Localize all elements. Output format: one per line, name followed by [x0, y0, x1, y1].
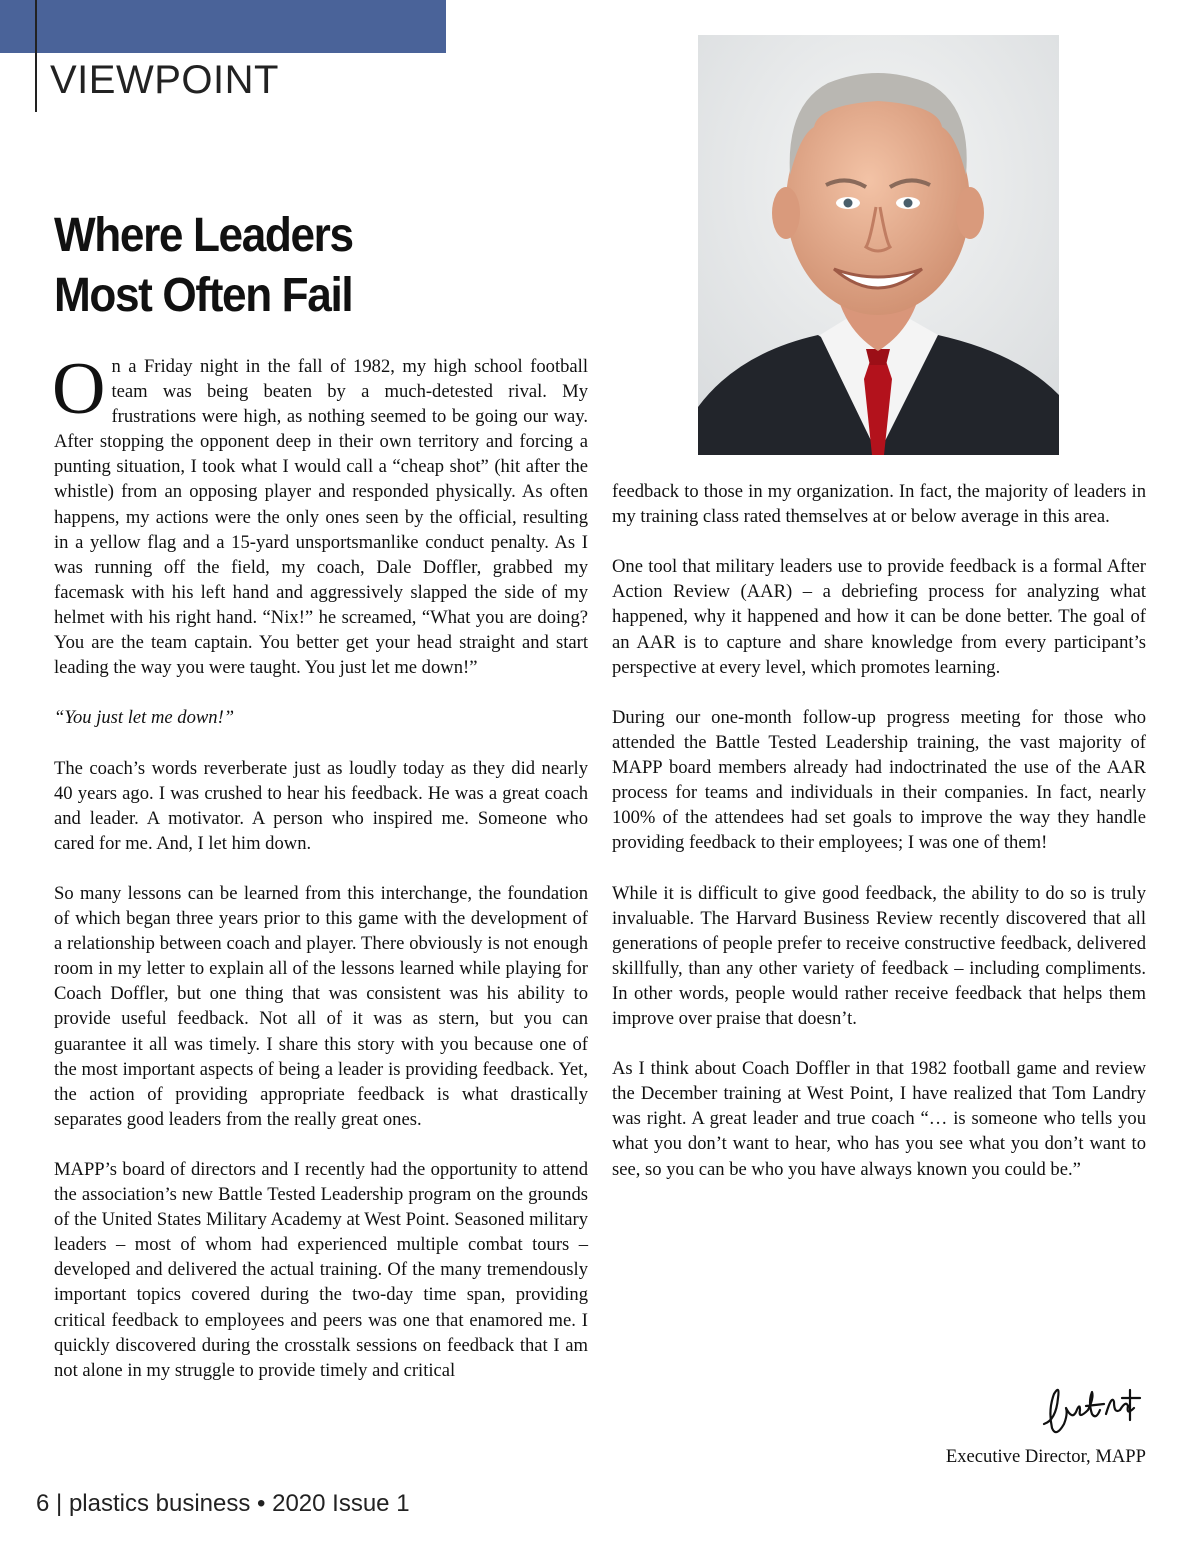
- paragraph-opening: [52, 348, 588, 680]
- title-line-1: Where Leaders: [54, 209, 353, 262]
- header-accent-bar: [0, 0, 446, 53]
- paragraph: MAPP’s board of directors and I recently had the opportunity to attend the association’s new Battle Tested Leadership program on the grounds of the United States Military Academy at West Point. Seasoned military leaders – most of whom had experienced multiple combat tours – developed and delivered the actual training. Of the many tremendously important topics covered during the two-day time span, providing critical feedback to employees and peers was one that enamored me. I quickly discovered during the crosstalk sessions on feedback that I am not alone in my struggle to provide timely and critical: [54, 1159, 588, 1381]
- paragraph: One tool that military leaders use to provide feedback is a formal After Action Review (AAR) – a debriefing process for analyzing what happened, why it happened and how it can be done better. The goal of an AAR is to capture and share knowledge from every participant’s perspective at every level, which promotes learning.: [612, 556, 1146, 678]
- paragraph: During our one-month follow-up progress meeting for those who attended the Battle Tested Leadership training, the vast majority of MAPP board members already had indoctrinated the use of the AAR process for teams and individuals in their companies. In fact, nearly 100% of the attendees had set goals to improve the way they handle providing feedback to their employees; I was one of them!: [612, 706, 1146, 854]
- article-right-column: [612, 479, 1146, 1207]
- article-left-column: [52, 348, 588, 1408]
- paragraph: feedback to those in my organization. In fact, the majority of leaders in my training class rated themselves at or below average in this area.: [612, 481, 1146, 528]
- author-signature: [1036, 1380, 1146, 1440]
- author-portrait: [698, 35, 1059, 455]
- page-footer: [36, 1490, 410, 1518]
- publication-name: plastics business: [68, 1490, 251, 1517]
- page-number: 6: [36, 1490, 50, 1517]
- signature-title: Executive Director, MAPP: [945, 1446, 1146, 1467]
- paragraph: As I think about Coach Doffler in that 1982 football game and review the December training at West Point, I have realized that Tom Landry was right. A great leader and true coach “… is someone who tells you what you don’t want to hear, who has you see what you don’t want to see, so you can be who you have always known you could be.”: [612, 1058, 1146, 1180]
- issue-label: 2020 Issue 1: [272, 1490, 410, 1517]
- paragraph-opening-text: n a Friday night in the fall of 1982, my high school football team was being beaten by a much-detested rival. My frustrations were high, as nothing seemed to be going our way. After stopping the opponent deep in their own territory and forcing a punting situation, I took what I would call a “cheap shot” (hit after the whistle) from an opposing player and responded physically. As often happens, my actions were the only ones seen by the official, resulting in a yellow flag and a 15-yard unsportsmanlike conduct penalty. As I was running off the field, my coach, Dale Doffler, grabbed my facemask with his left hand and aggressively slapped the side of my helmet with his right hand. “Nix!” he screamed, “What you are doing? You are the team captain. You better get your head straight and start leading the way you were taught. You just let me down!”: [54, 356, 588, 679]
- paragraph: While it is difficult to give good feedback, the ability to do so is truly invaluable. The Harvard Business Review recently discovered that all generations of people prefer to receive constructive feedback, delivered skillfully, than any other variety of feedback – including compliments. In other words, people would rather receive feedback that helps them improve over praise that doesn’t.: [612, 882, 1146, 1029]
- section-label: VIEWPOINT: [50, 58, 279, 102]
- title-line-2: Most Often Fail: [54, 269, 353, 322]
- footer-bullet: •: [257, 1490, 266, 1517]
- paragraph: So many lessons can be learned from this interchange, the foundation of which began three years prior to this game with the development of a relationship between coach and player. There obviously is not enough room in my letter to explain all of the lessons learned while playing for Coach Doffler, but one thing that was consistent was his ability to provide useful feedback. Not all of it was as stern, but you can guarantee it all was timely. I share this story with you because one of the most important aspects of being a leader is providing feedback. Yet, the action of providing appropriate feedback is what drastically separates good leaders from the really great ones.: [54, 882, 588, 1130]
- drop-cap: O: [52, 348, 106, 430]
- pull-quote: “You just let me down!”: [54, 707, 235, 729]
- header-rule: [35, 0, 37, 112]
- article-title: [54, 206, 569, 326]
- paragraph: The coach’s words reverberate just as loudly today as they did nearly 40 years ago. I was crushed to hear his feedback. He was a great coach and leader. A motivator. A person who inspired me. Someone who cared for me. And, I let him down.: [54, 757, 588, 854]
- footer-separator: |: [56, 1490, 63, 1517]
